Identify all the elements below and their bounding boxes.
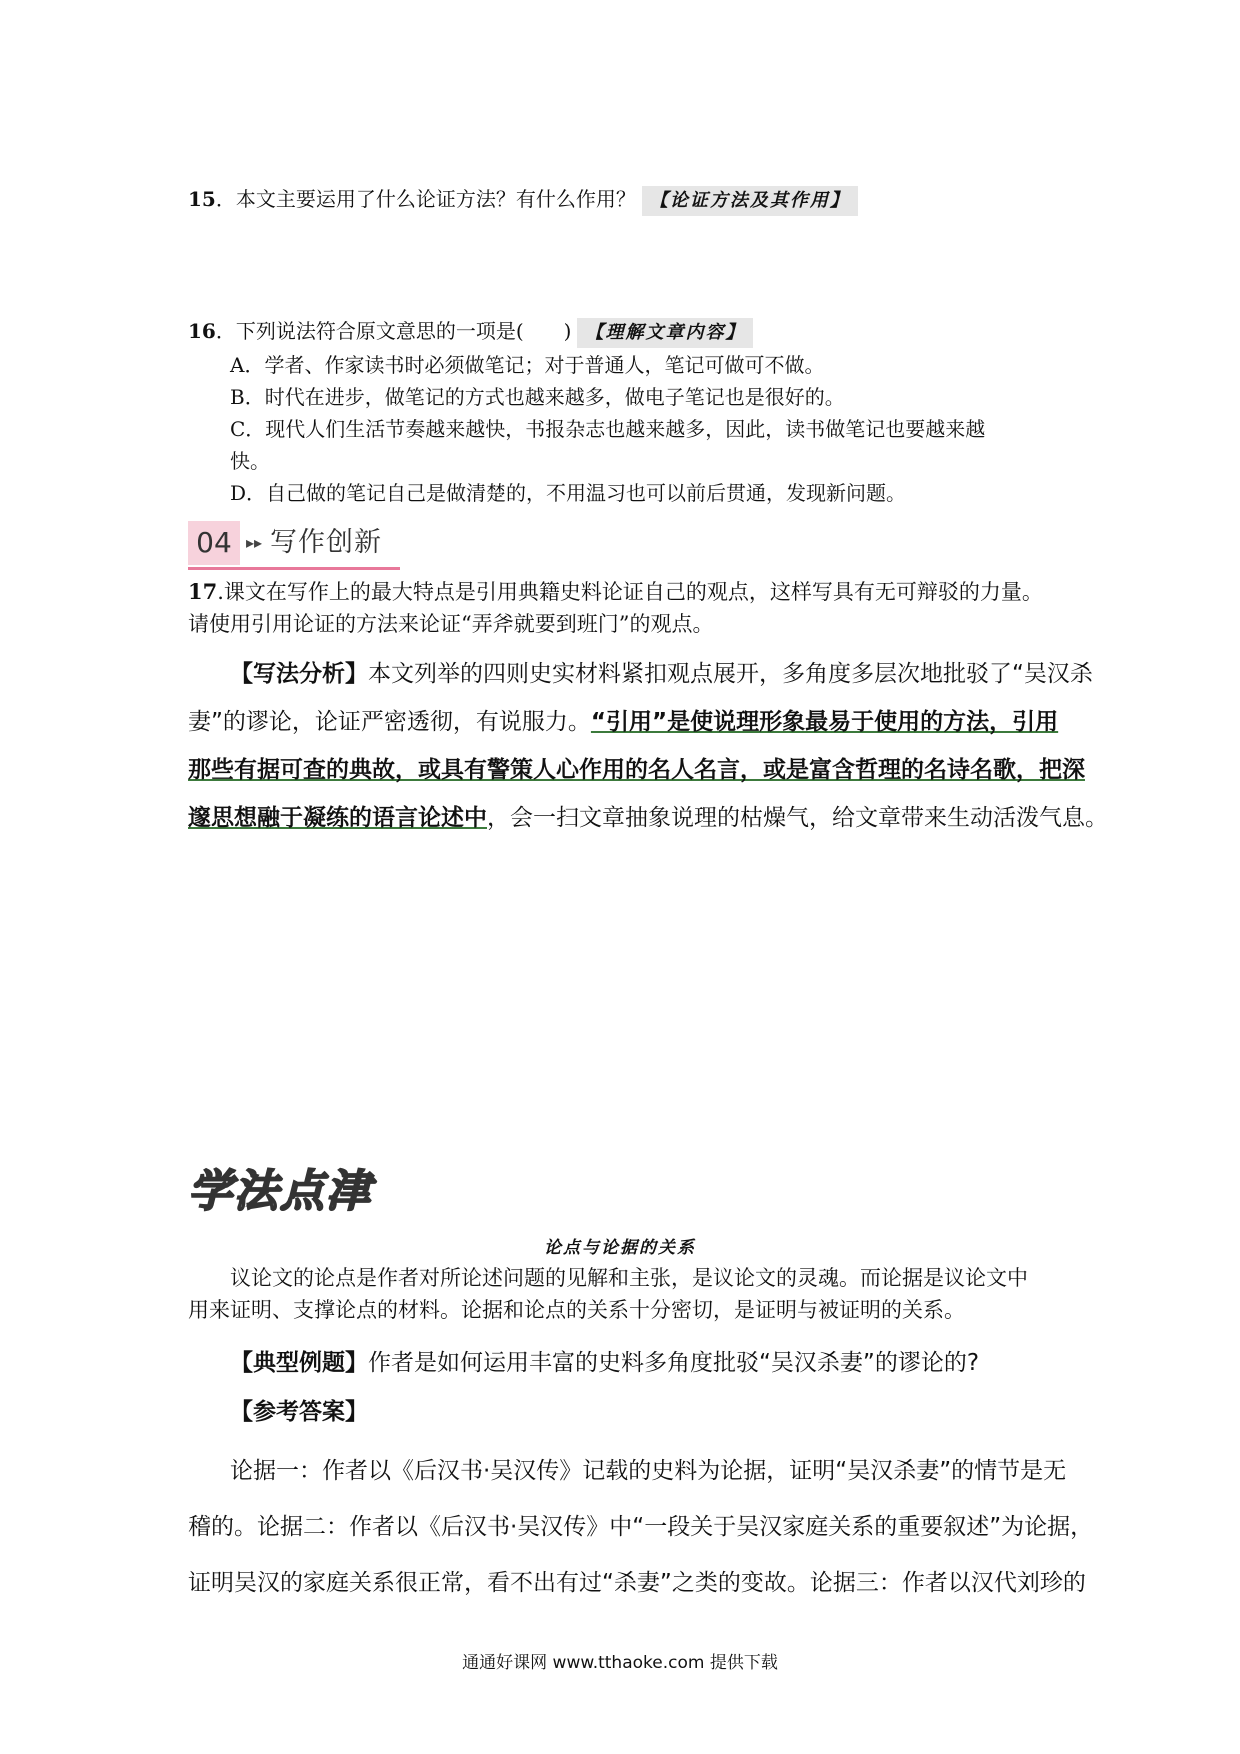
answer-line-2: 稽的。论据二：作者以《后汉书·吴汉传》中“一段关于吴汉家庭关系的重要叙述”为论据，	[188, 1514, 1094, 1540]
method-intro	[188, 1262, 1068, 1326]
options-list	[230, 349, 1050, 509]
question-number: 15	[188, 187, 216, 211]
example-question	[230, 1339, 979, 1387]
answer-block	[188, 1443, 1094, 1611]
analysis-label: 【写法分析】	[230, 661, 368, 687]
option-a: A．学者、作家读书时必须做笔记；对于普通人，笔记可做可不做。	[230, 353, 825, 377]
question-text-line1: 课文在写作上的最大特点是引用典籍史料论证自己的观点，这样写具有无可辩驳的力量。	[223, 580, 1043, 604]
analysis-text-2: 妻”的谬论，论证严密透彻，有说服力。	[188, 709, 591, 735]
example-label: 【典型例题】	[230, 1350, 368, 1376]
question-text: 下列说法符合原文意思的一项是( )	[235, 319, 572, 343]
option-c: C．现代人们生活节奏越来越快，书报杂志也越来越多，因此，读书做笔记也要越来越	[230, 417, 986, 441]
analysis-block	[188, 650, 1108, 842]
answer-line-1: 论据一：作者以《后汉书·吴汉传》记载的史料为论据，证明“吴汉杀妻”的情节是无	[230, 1458, 1067, 1484]
section-header	[188, 521, 400, 570]
section-title: 写作创新	[270, 527, 382, 558]
intro-line-1: 议论文的论点是作者对所论述问题的见解和主张，是议论文的灵魂。而论据是议论文中	[230, 1266, 1028, 1290]
question-text: 本文主要运用了什么论证方法？有什么作用？	[235, 187, 636, 211]
option-b: B．时代在进步，做笔记的方式也越来越多，做电子笔记也是很好的。	[230, 385, 845, 409]
answer-line-3: 证明吴汉的家庭关系很正常，看不出有过“杀妻”之类的变故。论据三：作者以汉代刘珍的	[188, 1570, 1086, 1596]
analysis-text-1: 本文列举的四则史实材料紧扣观点展开，多角度多层次地批驳了“吴汉杀	[368, 661, 1093, 687]
footer-text: 通通好课网 www.tthaoke.com 提供下载	[462, 1653, 778, 1673]
question-number: 17	[188, 579, 218, 604]
option-c-cont: 快。	[230, 449, 270, 473]
question-17: 17.课文在写作上的最大特点是引用典籍史料论证自己的观点，这样写具有无可辩驳的力量。 请使用引用论证的方法来论证“弄斧就要到班门”的观点。	[188, 576, 1068, 640]
option-d: D．自己做的笔记自己是做清楚的，不用温习也可以前后贯通，发现新问题。	[230, 481, 907, 505]
question-16: 16．下列说法符合原文意思的一项是( ) 【理解文章内容】	[188, 316, 753, 348]
question-tag: 【理解文章内容】	[577, 318, 753, 348]
section-number: 04	[188, 521, 240, 565]
double-arrow-icon: ▸▸	[246, 533, 263, 552]
analysis-highlight-2: 那些有据可查的典故，或具有警策人心作用的名人名言，或是富含哲理的名诗名歌，把深	[188, 757, 1085, 783]
method-logo: 学法点津	[188, 1166, 372, 1217]
intro-line-2: 用来证明、支撑论点的材料。论据和论点的关系十分密切，是证明与被证明的关系。	[188, 1298, 965, 1322]
analysis-highlight-3: 邃思想融于凝练的语言论述中	[188, 805, 487, 831]
question-text-line2: 请使用引用论证的方法来论证“弄斧就要到班门”的观点。	[188, 612, 714, 636]
analysis-text-3: ，会一扫文章抽象说理的枯燥气，给文章带来生动活泼气息。	[487, 805, 1108, 831]
question-15: 15．本文主要运用了什么论证方法？有什么作用？ 【论证方法及其作用】	[188, 184, 858, 216]
answer-label: 【参考答案】	[230, 1399, 368, 1425]
analysis-highlight-1: “引用”是使说理形象最易于使用的方法，引用	[590, 709, 1059, 735]
question-tag: 【论证方法及其作用】	[642, 186, 858, 216]
method-subtitle: 论点与论据的关系	[544, 1238, 696, 1258]
example-text: 作者是如何运用丰富的史料多角度批驳“吴汉杀妻”的谬论的?	[368, 1350, 980, 1376]
question-number: 16	[188, 319, 216, 343]
